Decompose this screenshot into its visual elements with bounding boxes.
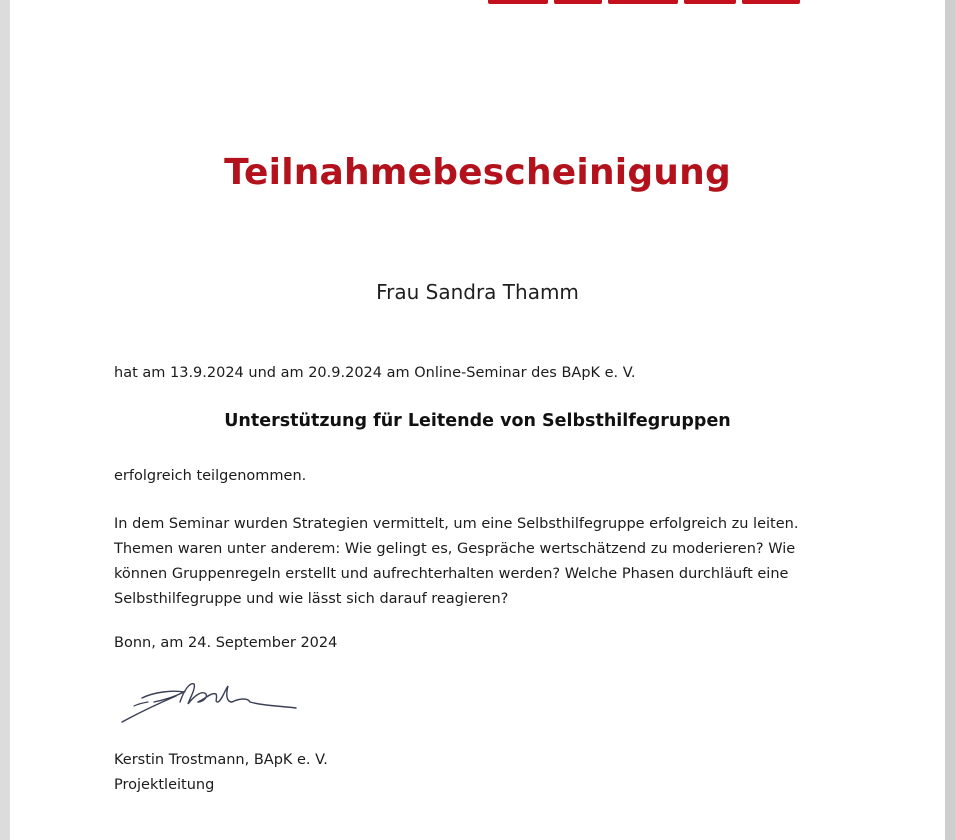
seminar-title: Unterstützung für Leitende von Selbsthilfegruppen — [224, 411, 731, 431]
viewer-scroll-edge[interactable] — [945, 0, 955, 840]
intro-text: hat am 13.9.2024 und am 20.9.2024 am Online-Seminar des BApK e. V. — [114, 365, 636, 381]
description-line: Themen waren unter anderem: Wie gelingt es, Gespräche wertschätzend zu moderieren? Wie — [114, 541, 796, 557]
certificate-page — [10, 0, 945, 840]
description-line: In dem Seminar wurden Strategien vermittelt, um eine Selbsthilfegruppe erfolgreich zu leiten. — [114, 516, 799, 532]
description-paragraph — [114, 512, 798, 612]
signer-role: Projektleitung — [114, 777, 215, 793]
header-logo-fragment — [488, 0, 800, 4]
completion-text: erfolgreich teilgenommen. — [114, 468, 307, 484]
description-line: können Gruppenregeln erstellt und aufrechterhalten werden? Welche Phasen durchläuft eine — [114, 566, 789, 582]
certificate-title: Teilnahmebescheinigung — [224, 152, 731, 193]
description-line: Selbsthilfegruppe und wie lässt sich darauf reagieren? — [114, 591, 509, 607]
recipient-name: Frau Sandra Thamm — [376, 280, 579, 304]
handwritten-signature — [114, 672, 304, 728]
signer-name: Kerstin Trostmann, BApK e. V. — [114, 752, 328, 768]
place-date: Bonn, am 24. September 2024 — [114, 635, 338, 651]
